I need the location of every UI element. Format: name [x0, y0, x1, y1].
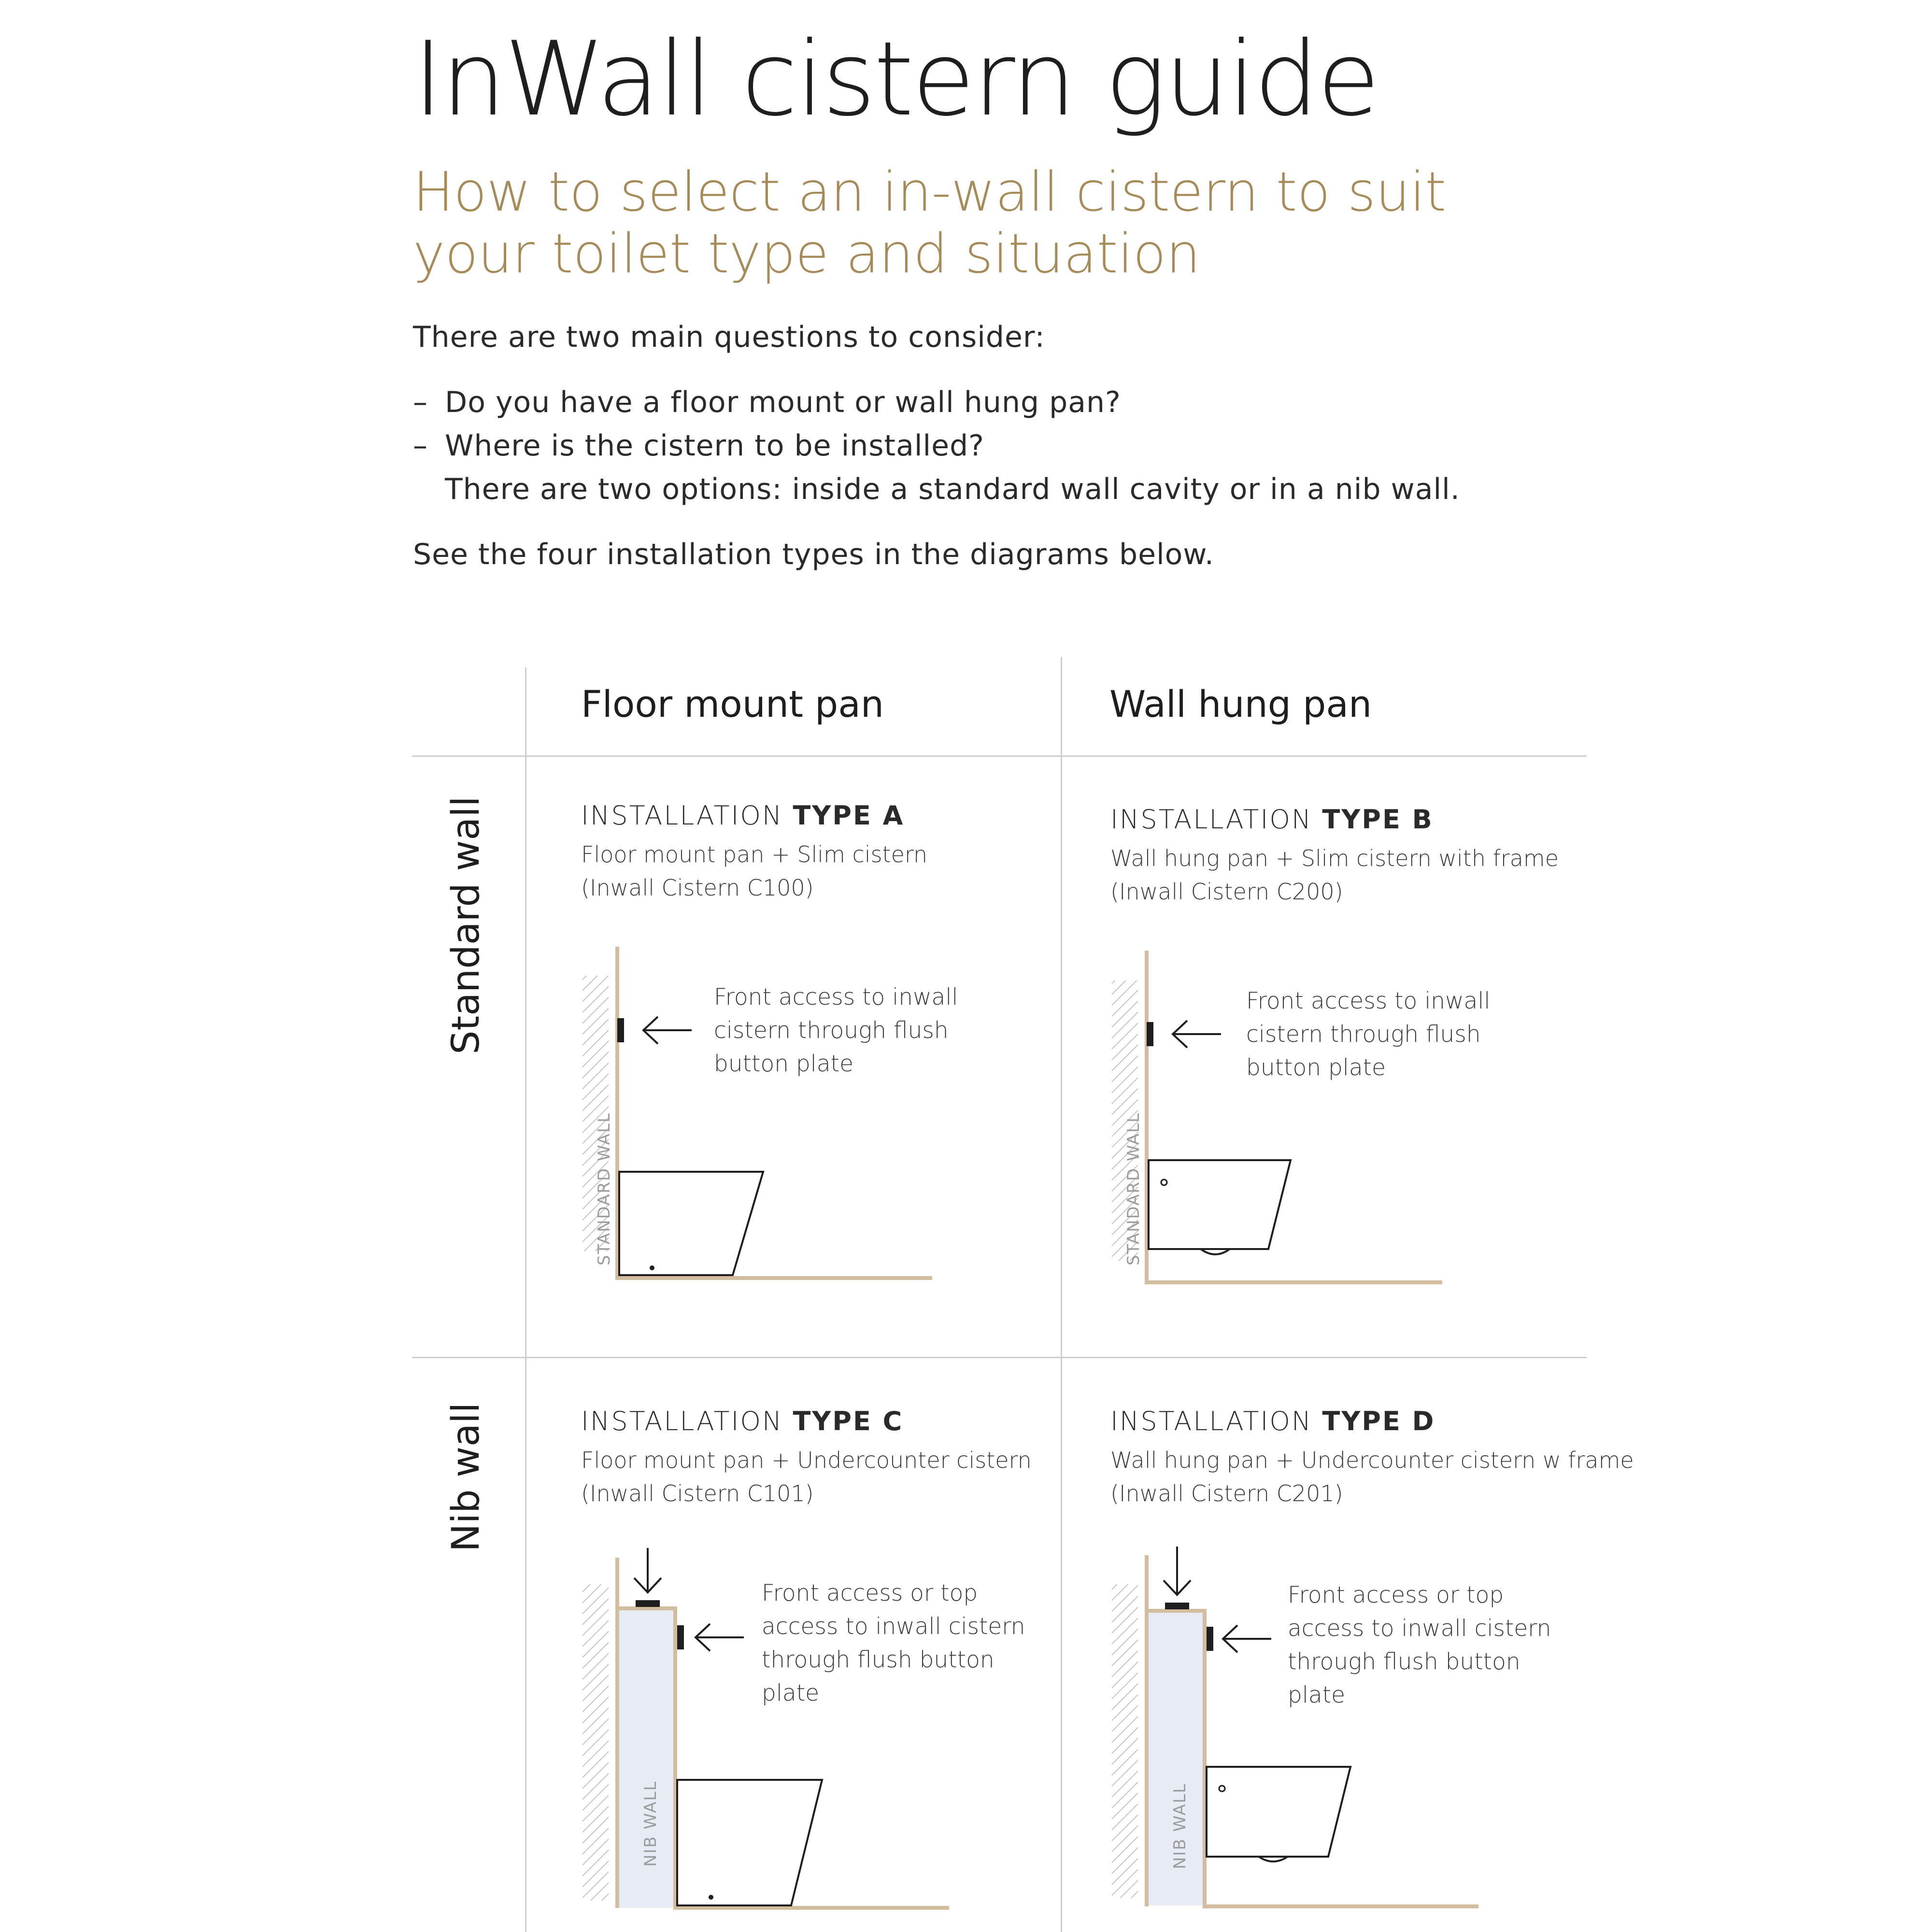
installation-a-line-1: Floor mount pan + Slim cistern	[581, 841, 928, 867]
installation-b-line-1: Wall hung pan + Slim cistern with frame	[1110, 845, 1559, 871]
installation-a-diagram	[570, 937, 942, 1294]
arrow-left-icon	[1223, 1625, 1271, 1652]
callout-line: Front access to inwall	[714, 984, 958, 1010]
installation-b-line-2: (Inwall Cistern C200)	[1110, 879, 1343, 905]
arrow-left-icon	[696, 1624, 744, 1651]
front-flush-button-plate	[677, 1625, 684, 1649]
installation-type: TYPE D	[1322, 1406, 1435, 1436]
callout-line: through flush button	[762, 1647, 994, 1673]
installation-type: TYPE B	[1322, 804, 1434, 835]
bullet-dash: –	[413, 429, 428, 463]
pan-dot	[650, 1265, 654, 1270]
installation-d-line-1: Wall hung pan + Undercounter cistern w frame	[1110, 1447, 1634, 1473]
callout-line: plate	[762, 1680, 820, 1706]
installation-prefix: INSTALLATION	[581, 1406, 793, 1436]
callout-line: Front access to inwall	[1246, 988, 1491, 1014]
flush-button-plate	[1147, 1022, 1153, 1046]
callout-line: Front access or top	[1288, 1582, 1504, 1608]
wall-label: NIB WALL	[1170, 1783, 1190, 1869]
installation-d-heading	[1110, 1408, 1435, 1435]
installation-c-heading	[581, 1408, 903, 1435]
callout-line: access to inwall cistern	[762, 1613, 1025, 1640]
top-flush-button-plate	[1165, 1603, 1189, 1609]
wall-hung-pan	[1149, 1160, 1291, 1249]
installation-prefix: INSTALLATION	[1110, 804, 1322, 835]
wall-label: STANDARD WALL	[595, 1112, 614, 1265]
row-header-nib-wall: Nib wall	[444, 1402, 488, 1552]
installation-c-diagram	[570, 1538, 956, 1932]
callout-line: cistern through flush	[714, 1017, 949, 1044]
flush-button-plate	[617, 1018, 624, 1042]
question-1: Do you have a floor mount or wall hung pan?	[445, 385, 1121, 419]
grid-divider-vertical-left	[525, 668, 526, 1932]
intro-text: There are two main questions to consider:	[413, 320, 1045, 354]
installation-c-line-1: Floor mount pan + Undercounter cistern	[581, 1447, 1032, 1473]
installation-d-description	[1110, 1444, 1634, 1510]
installation-c-description	[581, 1444, 1032, 1510]
wall-label: NIB WALL	[641, 1780, 660, 1867]
row-header-standard-wall: Standard wall	[444, 796, 488, 1054]
installation-d-line-2: (Inwall Cistern C201)	[1110, 1480, 1343, 1506]
grid-divider-header	[412, 755, 1587, 757]
bullet-dash: –	[413, 385, 428, 419]
floor-mount-pan	[677, 1780, 822, 1905]
arrow-down-icon	[634, 1548, 661, 1592]
installation-b-heading	[1110, 804, 1434, 835]
installation-a-heading	[581, 800, 905, 831]
page-title: InWall cistern guide	[413, 19, 1378, 139]
callout-line: button plate	[1246, 1054, 1386, 1081]
arrow-down-icon	[1164, 1547, 1191, 1595]
question-2: Where is the cistern to be installed?	[445, 429, 985, 463]
floor-mount-pan	[619, 1172, 763, 1275]
callout-line: cistern through flush	[1246, 1021, 1481, 1048]
arrow-left-icon	[643, 1017, 692, 1044]
grid-divider-vertical-middle	[1061, 657, 1062, 1932]
installation-type: TYPE C	[793, 1406, 904, 1436]
wall-hatch	[1112, 1584, 1138, 1898]
see-text: See the four installation types in the diagrams below.	[413, 538, 1214, 571]
wall-label: STANDARD WALL	[1124, 1112, 1143, 1265]
callout-line: plate	[1288, 1682, 1346, 1708]
installation-b-diagram	[1099, 941, 1457, 1298]
top-flush-button-plate	[636, 1600, 660, 1607]
column-header-wall-hung: Wall hung pan	[1109, 682, 1372, 725]
subtitle-line-1: How to select an in-wall cistern to suit	[413, 161, 1447, 224]
callout-line: through flush button	[1288, 1648, 1520, 1675]
installation-c-line-2: (Inwall Cistern C101)	[581, 1480, 814, 1506]
installation-a-description	[581, 838, 927, 905]
pan-dot	[709, 1895, 713, 1900]
arrow-left-icon	[1173, 1021, 1221, 1048]
installation-d-diagram	[1099, 1536, 1486, 1932]
callout-line: button plate	[714, 1051, 853, 1077]
column-header-floor-mount: Floor mount pan	[581, 682, 884, 725]
wall-hatch	[582, 1584, 609, 1901]
front-flush-button-plate	[1207, 1627, 1213, 1651]
callout-line: access to inwall cistern	[1288, 1615, 1551, 1642]
grid-divider-row	[412, 1357, 1587, 1358]
question-note: There are two options: inside a standard wall cavity or in a nib wall.	[445, 472, 1460, 506]
installation-prefix: INSTALLATION	[581, 800, 793, 831]
installation-a-line-2: (Inwall Cistern C100)	[581, 875, 814, 901]
installation-b-description	[1110, 842, 1559, 909]
wall-hung-pan	[1207, 1767, 1350, 1857]
installation-prefix: INSTALLATION	[1110, 1406, 1322, 1436]
callout-line: Front access or top	[762, 1580, 978, 1606]
subtitle-line-2: your toilet type and situation	[413, 223, 1201, 285]
installation-type: TYPE A	[793, 800, 905, 831]
